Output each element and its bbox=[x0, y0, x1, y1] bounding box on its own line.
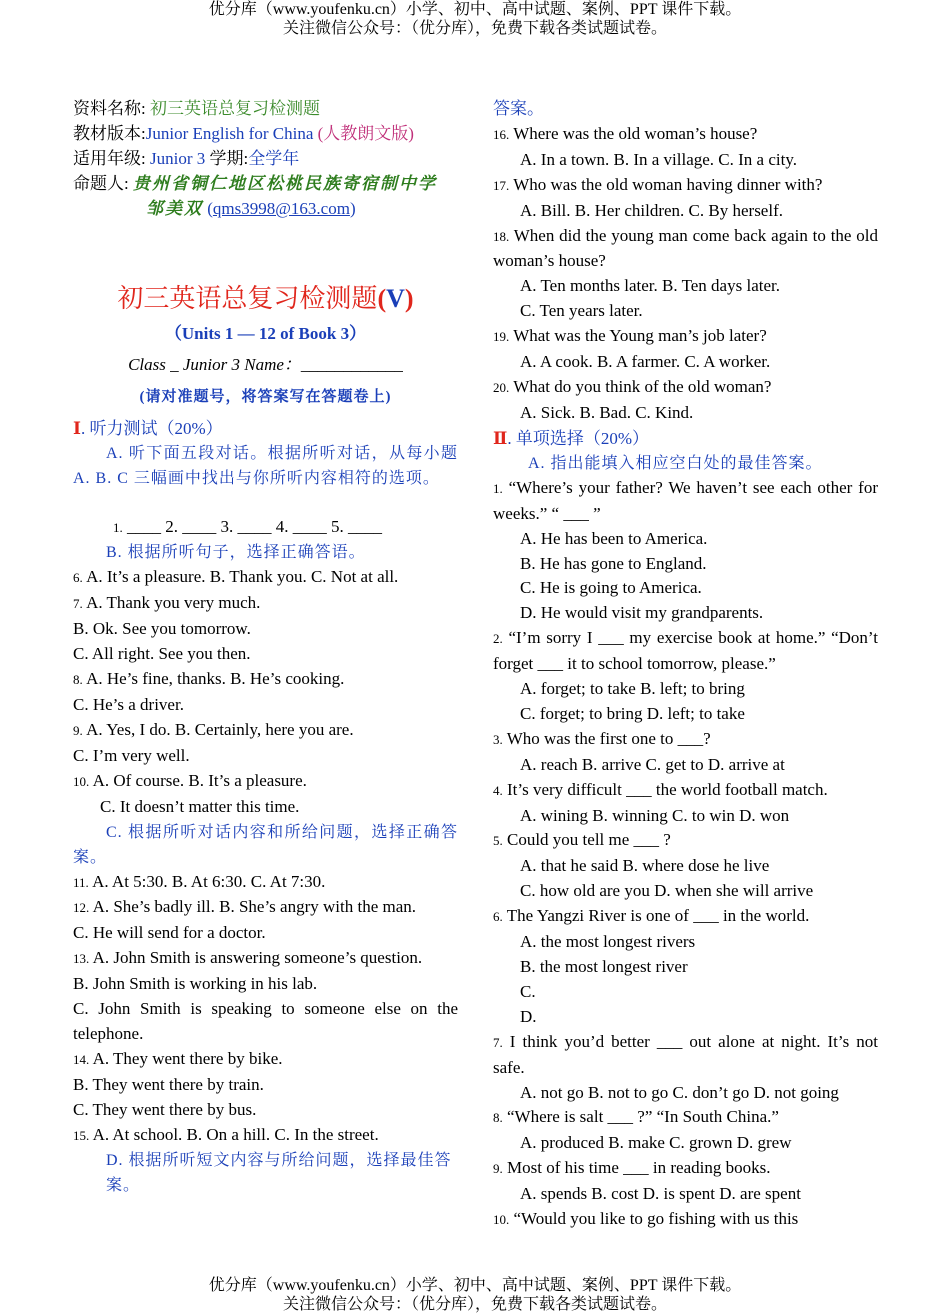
question-text: A. not go B. not to go C. don’t go D. not going bbox=[520, 1082, 839, 1102]
question-line bbox=[73, 870, 458, 896]
question-line bbox=[493, 804, 878, 829]
question-line bbox=[493, 350, 878, 375]
question-number: 4. bbox=[493, 782, 503, 798]
meta-version-row: 教材版本:Junior English for China (人教朗文版) bbox=[73, 123, 414, 143]
question-line bbox=[493, 1005, 878, 1030]
part-d-continued: 答案。 bbox=[493, 99, 544, 118]
question-number: 10. bbox=[493, 1212, 510, 1228]
question-number: 7. bbox=[73, 596, 83, 612]
question-text: A. She’s badly ill. B. She’s angry with the man. bbox=[92, 897, 417, 917]
question-text: Who was the first one to ___? bbox=[506, 728, 711, 748]
question-text: C. It doesn’t matter this time. bbox=[100, 796, 300, 816]
listening-items-16-20 bbox=[493, 122, 878, 426]
question-number: 9. bbox=[493, 1161, 503, 1177]
question-text: B. Ok. See you tomorrow. bbox=[73, 619, 251, 639]
question-number: 8. bbox=[73, 672, 83, 688]
instruction-note: (请对准题号，将答案写在答题卷上) bbox=[139, 388, 392, 405]
left-column bbox=[73, 97, 458, 1198]
question-text: A. At 5:30. B. At 6:30. C. At 7:30. bbox=[92, 871, 326, 891]
question-text: A. Thank you very much. bbox=[86, 593, 261, 613]
section-1-heading: Ⅰ. 听力测试（20%） bbox=[73, 418, 223, 438]
meta-author-name: 邹美双 bbox=[146, 198, 203, 218]
question-number: 1. bbox=[493, 480, 503, 496]
question-line bbox=[493, 980, 878, 1005]
question-line bbox=[493, 148, 878, 173]
question-number: 13. bbox=[73, 951, 90, 967]
meta-grade-row: 适用年级: Junior 3 学期:全学年 bbox=[73, 148, 300, 168]
meta-author-school: 贵州省铜仁地区松桃民族寄宿制中学 bbox=[132, 173, 437, 193]
question-text: A. that he said B. where dose he live bbox=[520, 856, 770, 876]
question-text: B. They went there by train. bbox=[73, 1074, 264, 1094]
section-1-part-c: C. 根据所听对话内容和所给问题，选择正确答案。 bbox=[73, 823, 458, 866]
question-text: A. Sick. B. Bad. C. Kind. bbox=[520, 402, 694, 422]
meta-author-row: 命题人: 贵州省铜仁地区松桃民族寄宿制中学 bbox=[73, 173, 437, 193]
question-line bbox=[493, 401, 878, 426]
page-footer bbox=[0, 1276, 950, 1314]
question-line bbox=[493, 778, 878, 804]
question-line bbox=[73, 946, 458, 972]
question-text: C. He will send for a doctor. bbox=[73, 923, 266, 943]
author-email-link[interactable]: qms3998@163.com bbox=[212, 198, 350, 218]
question-text: A. the most longest rivers bbox=[520, 932, 696, 952]
question-text: B. John Smith is working in his lab. bbox=[73, 974, 318, 994]
question-text: A. He’s fine, thanks. B. He’s cooking. bbox=[86, 669, 345, 689]
footer-line-1: 优分库（www.youfenku.cn）小学、初中、高中试题、案例、PPT 课件下载。 bbox=[208, 1277, 742, 1294]
question-line bbox=[493, 955, 878, 980]
question-text: C. I’m very well. bbox=[73, 745, 190, 765]
question-text: The Yangzi River is one of ___ in the world. bbox=[506, 906, 810, 926]
question-line bbox=[493, 626, 878, 677]
meta-name-row: 资料名称: 初三英语总复习检测题 bbox=[73, 99, 320, 118]
meta-version-note: (人教朗文版) bbox=[317, 123, 414, 143]
question-text: C. All right. See you then. bbox=[73, 644, 251, 664]
page-header bbox=[0, 0, 950, 38]
question-text: What do you think of the old woman? bbox=[513, 376, 772, 396]
question-line bbox=[73, 642, 458, 667]
question-text: D. bbox=[520, 1006, 537, 1026]
meta-author-name-row: 邹美双 (qms3998@163.com) bbox=[146, 198, 356, 218]
question-line bbox=[73, 1073, 458, 1098]
question-number: 15. bbox=[73, 1127, 90, 1143]
question-text: C. He’s a driver. bbox=[73, 694, 184, 714]
question-line bbox=[73, 972, 458, 997]
question-text: When did the young man come back again to the old woman’s house? bbox=[493, 225, 878, 271]
question-line bbox=[493, 1030, 878, 1081]
question-line bbox=[73, 895, 458, 921]
question-text: C. He is going to America. bbox=[520, 578, 702, 598]
question-line bbox=[493, 1156, 878, 1182]
question-text: A. wining B. winning C. to win D. won bbox=[520, 805, 790, 825]
question-line bbox=[73, 795, 458, 820]
header-line-2: 关注微信公众号：（优分库），免费下载各类试题试卷。 bbox=[282, 20, 667, 37]
question-line bbox=[493, 299, 878, 324]
question-line bbox=[73, 1047, 458, 1073]
units-subtitle: （Units 1 — 12 of Book 3） bbox=[164, 323, 367, 343]
question-line bbox=[493, 702, 878, 727]
section-2-heading: Ⅱ. 单项选择（20%） bbox=[493, 428, 649, 448]
section-2-part-a: A. 指出能填入相应空白处的最佳答案。 bbox=[528, 454, 823, 472]
question-number: 19. bbox=[493, 329, 510, 345]
question-text: A. He has been to America. bbox=[520, 528, 708, 548]
question-number: 6. bbox=[73, 570, 83, 586]
question-text: A. Yes, I do. B. Certainly, here you are. bbox=[86, 719, 354, 739]
question-text: A. Bill. B. Her children. C. By herself. bbox=[520, 200, 783, 220]
question-text: What was the Young man’s job later? bbox=[513, 326, 767, 346]
section-1-part-a: A. 听下面五段对话。根据所听对话，从每小题 A. B. C 三幅画中找出与你所听内容相符的选项。 bbox=[73, 444, 458, 487]
question-number: 20. bbox=[493, 379, 510, 395]
question-line bbox=[493, 1207, 878, 1233]
question-text: “Where is salt ___ ?” “In South China.” bbox=[507, 1107, 779, 1127]
question-line bbox=[73, 617, 458, 642]
question-number: 2. bbox=[493, 631, 503, 647]
question-text: A. A cook. B. A farmer. C. A worker. bbox=[520, 352, 771, 372]
question-line bbox=[493, 1131, 878, 1156]
meta-grade-value: Junior 3 bbox=[149, 148, 206, 168]
question-text: A. In a town. B. In a village. C. In a city. bbox=[520, 149, 797, 169]
question-number: 6. bbox=[493, 909, 503, 925]
question-line bbox=[493, 527, 878, 552]
meta-version-value: Junior English for China bbox=[145, 123, 314, 143]
question-number: 18. bbox=[493, 228, 510, 244]
meta-term-value: 全学年 bbox=[248, 148, 300, 168]
question-line bbox=[73, 667, 458, 693]
question-number: 11. bbox=[73, 874, 89, 890]
question-line bbox=[493, 601, 878, 626]
question-line bbox=[493, 1105, 878, 1131]
header-line-1: 优分库（www.youfenku.cn）小学、初中、高中试题、案例、PPT 课件下载。 bbox=[208, 1, 742, 18]
question-line bbox=[493, 122, 878, 148]
question-text: A. Of course. B. It’s a pleasure. bbox=[92, 770, 307, 790]
question-text: Most of his time ___ in reading books. bbox=[507, 1158, 771, 1178]
question-text: C. forget; to bring D. left; to take bbox=[520, 703, 745, 723]
question-text: C. John Smith is speaking to someone else on the telephone. bbox=[73, 999, 458, 1043]
question-line bbox=[73, 997, 458, 1047]
question-number: 7. bbox=[493, 1034, 503, 1050]
question-text: A. forget; to take B. left; to bring bbox=[520, 679, 745, 699]
question-line bbox=[493, 274, 878, 299]
question-line bbox=[493, 1081, 878, 1106]
listening-items-6-10 bbox=[73, 565, 458, 819]
question-number: 3. bbox=[493, 731, 503, 747]
listening-items-11-15 bbox=[73, 870, 458, 1149]
question-line bbox=[493, 727, 878, 753]
question-line bbox=[493, 879, 878, 904]
question-text: A. produced B. make C. grown D. grew bbox=[520, 1133, 792, 1153]
question-number: 8. bbox=[493, 1110, 503, 1126]
question-text: Who was the old woman having dinner with? bbox=[513, 174, 823, 194]
question-line bbox=[73, 718, 458, 744]
question-text: C. They went there by bus. bbox=[73, 1099, 257, 1119]
question-line bbox=[493, 677, 878, 702]
question-line bbox=[493, 828, 878, 854]
question-text: A. It’s a pleasure. B. Thank you. C. Not at all. bbox=[86, 567, 399, 587]
question-text: C. how old are you D. when she will arrive bbox=[520, 881, 814, 901]
meta-name-value: 初三英语总复习检测题 bbox=[149, 99, 320, 118]
question-line bbox=[73, 1098, 458, 1123]
question-number: 5. bbox=[493, 833, 503, 849]
question-line bbox=[73, 744, 458, 769]
question-text: A. spends B. cost D. is spent D. are spent bbox=[520, 1184, 801, 1204]
question-text: C. bbox=[520, 981, 536, 1001]
question-line bbox=[73, 1123, 458, 1149]
question-line bbox=[493, 375, 878, 401]
question-text: D. He would visit my grandparents. bbox=[520, 603, 764, 623]
question-text: “Where’s your father? We haven’t see each other for weeks.” “ ___ ” bbox=[493, 477, 878, 523]
question-text: Could you tell me ___ ? bbox=[507, 830, 671, 850]
section-1-part-d: D. 根据所听短文内容与所给问题，选择最佳答案。 bbox=[106, 1152, 452, 1195]
question-line bbox=[493, 1182, 878, 1207]
question-text: “I’m sorry I ___ my exercise book at home.” “Don’t forget ___ it to school tomorrow, please.” bbox=[493, 628, 879, 674]
question-line bbox=[493, 324, 878, 350]
question-number: 17. bbox=[493, 177, 510, 193]
answer-blanks-1-5: 1. ____ 2. ____ 3. ____ 4. ____ 5. ____ bbox=[113, 516, 382, 536]
class-name-line: Class _ Junior 3 Name：____________ bbox=[128, 354, 403, 374]
question-line bbox=[493, 224, 878, 275]
question-line bbox=[73, 921, 458, 946]
question-line bbox=[73, 591, 458, 617]
question-number: 9. bbox=[73, 722, 83, 738]
question-line bbox=[493, 930, 878, 955]
page-title: 初三英语总复习检测题(V) bbox=[117, 283, 414, 313]
question-text: A. reach B. arrive C. get to D. arrive at bbox=[520, 754, 785, 774]
question-text: A. They went there by bike. bbox=[92, 1048, 283, 1068]
question-text: A. Ten months later. B. Ten days later. bbox=[520, 276, 780, 296]
question-text: B. He has gone to England. bbox=[520, 553, 707, 573]
question-line bbox=[73, 693, 458, 718]
question-text: A. At school. B. On a hill. C. In the street. bbox=[92, 1124, 379, 1144]
right-column bbox=[493, 97, 878, 1233]
question-line bbox=[493, 476, 878, 527]
question-text: It’s very difficult ___ the world football match. bbox=[507, 779, 828, 799]
question-text: C. Ten years later. bbox=[520, 301, 643, 321]
question-number: 16. bbox=[493, 126, 510, 142]
question-line bbox=[493, 199, 878, 224]
question-line bbox=[493, 552, 878, 577]
question-line bbox=[493, 173, 878, 199]
question-line bbox=[493, 753, 878, 778]
question-number: 12. bbox=[73, 900, 90, 916]
question-text: I think you’d better ___ out alone at night. It’s not safe. bbox=[493, 1031, 878, 1077]
question-text: A. John Smith is answering someone’s question. bbox=[92, 948, 423, 968]
question-number: 14. bbox=[73, 1051, 90, 1067]
choice-items-1-10 bbox=[493, 476, 878, 1233]
question-text: B. the most longest river bbox=[520, 957, 688, 976]
question-line bbox=[73, 769, 458, 795]
question-line bbox=[73, 565, 458, 591]
question-number: 10. bbox=[73, 773, 90, 789]
question-line bbox=[493, 904, 878, 930]
question-text: “Would you like to go fishing with us this bbox=[513, 1209, 799, 1229]
question-text: Where was the old woman’s house? bbox=[513, 123, 758, 143]
footer-line-2: 关注微信公众号：（优分库），免费下载各类试题试卷。 bbox=[282, 1296, 667, 1313]
section-1-part-b: B. 根据所听句子，选择正确答语。 bbox=[106, 544, 366, 562]
question-line bbox=[493, 576, 878, 601]
question-line bbox=[493, 854, 878, 879]
